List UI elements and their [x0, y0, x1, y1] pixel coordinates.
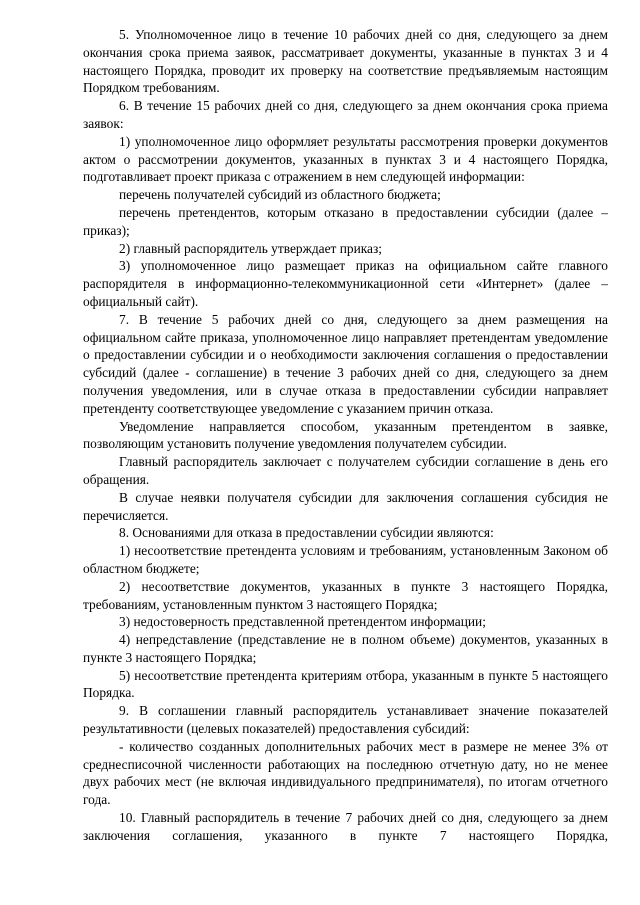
paragraph-7-no-show: В случае неявки получателя субсидии для заключения соглашения субсидия не перечисляется.	[83, 489, 608, 523]
paragraph-8-item-2: 2) несоответствие документов, указанных в пункте 3 настоящего Порядка, требованиям, установленным пунктом 3 настоящего Порядка;	[83, 578, 608, 612]
paragraph-7: 7. В течение 5 рабочих дней со дня, следующего за днем размещения на официальном сайте приказа, уполномоченное лицо направляет претендентам уведомление о предоставлении субсидии и о необходимости заключения соглашения о предоставлении субсидий (далее - соглашение) в течение 3 рабочих дней со дня, следующего за днем получения уведомления, или в случае отказа в предоставлении субсидии направляет претенденту соответствующее уведомление с указанием причин отказа.	[83, 311, 608, 416]
paragraph-8-item-1: 1) несоответствие претендента условиям и требованиям, установленным Законом об областном бюджете;	[83, 543, 608, 576]
paragraph-8-item-3: 3) недостоверность представленной претендентом информации;	[119, 614, 486, 630]
paragraph-6: 6. В течение 15 рабочих дней со дня, следующего за днем окончания срока приема заявок:	[83, 98, 608, 131]
paragraph-8: 8. Основаниями для отказа в предоставлении субсидии являются:	[119, 525, 494, 541]
paragraph-9-indicator: - количество созданных дополнительных рабочих мест в размере не менее 3% от среднесписочной численности работающих на последнюю отчетную дату, но не менее двух рабочих мест (не включая индивидуального предпринимателя), по итогам отчетного года.	[83, 738, 608, 808]
paragraph-7-notice-method: Уведомление направляется способом, указанным претендентом в заявке, позволяющим установить получение уведомления получателем субсидии.	[83, 418, 608, 452]
paragraph-9: 9. В соглашении главный распорядитель устанавливает значение показателей результативности (целевых показателей) предоставления субсидий:	[83, 703, 608, 737]
paragraph-6-item-2: 2) главный распорядитель утверждает приказ;	[119, 240, 383, 256]
paragraph-5: 5. Уполномоченное лицо в течение 10 рабочих дней со дня, следующего за днем окончания срока приема заявок, рассматривает документы, указанные в пунктах 3 и 4 настоящего Порядка, проводит их проверку на соответствие предъявляемым настоящим Порядком требованиям.	[83, 27, 608, 96]
paragraph-6-item-1-refusals: перечень претендентов, которым отказано в предоставлении субсидии (далее – приказ);	[83, 204, 608, 238]
paragraph-6-item-1: 1) уполномоченное лицо оформляет результаты рассмотрения проверки документов актом о рассмотрении документов, указанных в пунктах 3 и 4 настоящего Порядка, подготавливает проект приказа с отражением в нем следующей информации:	[83, 133, 608, 185]
paragraph-10: 10. Главный распорядитель в течение 7 рабочих дней со дня, следующего за днем заключения соглашения, указанного в пункте 7 настоящего Порядка,	[83, 810, 608, 843]
paragraph-6-item-3: 3) уполномоченное лицо размещает приказ на официальном сайте главного распорядителя в информационно-телекоммуникационной сети «Интернет» (далее – официальный сайт).	[83, 258, 608, 309]
paragraph-8-item-5: 5) несоответствие претендента критериям отбора, указанным в пункте 5 настоящего Порядка.	[83, 667, 608, 701]
paragraph-6-item-1-recipients: перечень получателей субсидий из областного бюджета;	[119, 187, 441, 203]
paragraph-7-agreement: Главный распорядитель заключает с получателем субсидии соглашение в день его обращения.	[83, 454, 608, 487]
paragraph-8-item-4: 4) непредставление (представление не в полном объеме) документов, указанных в пункте 3 настоящего Порядка;	[83, 632, 608, 665]
